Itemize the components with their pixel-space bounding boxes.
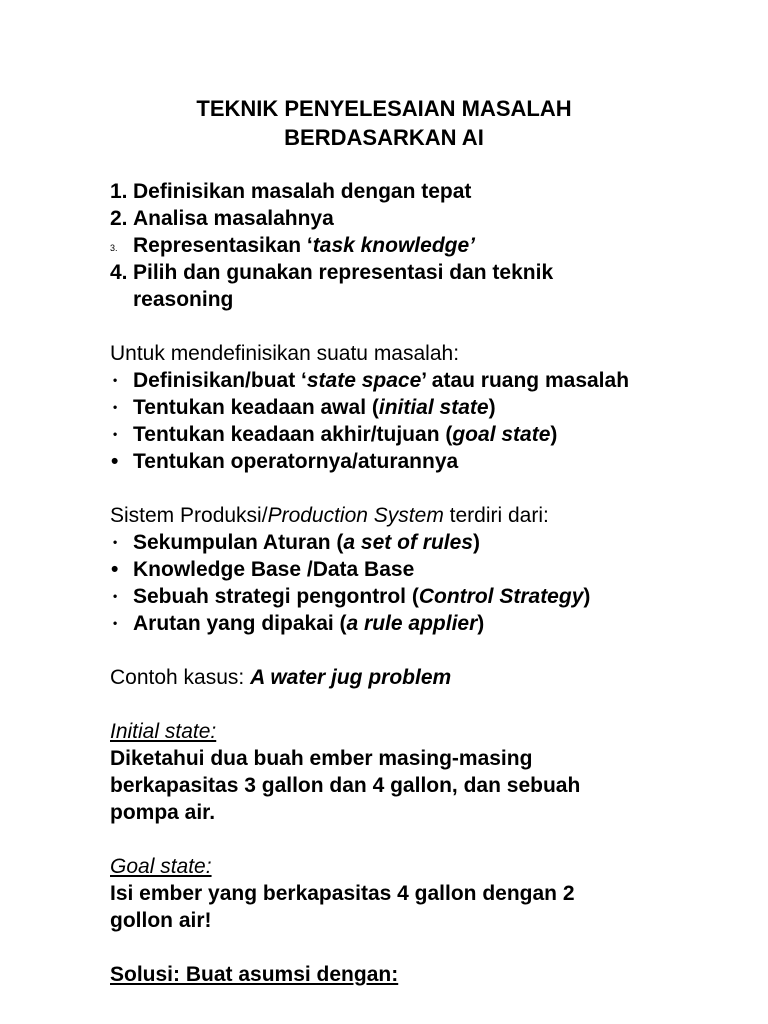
bullet: • [111, 558, 119, 581]
list-item [133, 421, 557, 448]
list-item [133, 583, 590, 610]
item-text-plain: ) [583, 585, 591, 608]
goal-state-line: Isi ember yang berkapasitas 4 gallon dengan 2 [110, 882, 575, 905]
goal-state-heading [110, 853, 212, 880]
step-text: Pilih dan gunakan representasi dan teknik [133, 261, 554, 284]
production-heading [110, 502, 549, 529]
list-item [133, 394, 496, 421]
step-text-italic: task knowledge’ [312, 234, 475, 257]
list-item [133, 448, 458, 475]
initial-state-line: berkapasitas 3 gallon dan 4 gallon, dan sebuah [110, 774, 581, 797]
list-item [133, 529, 480, 556]
item-text-plain: Arutan yang dipakai ( [133, 612, 347, 635]
step-number: 4. [110, 261, 128, 284]
item-text-italic: Control Strategy [418, 585, 584, 608]
item-text-plain: ) [488, 396, 496, 419]
solution-heading: Solusi: Buat asumsi dengan: [110, 963, 399, 986]
title-line-1: TEKNIK PENYELESAIAN MASALAH [196, 96, 572, 121]
step-text: Analisa masalahnya [133, 207, 334, 230]
heading-text-plain: terdiri dari: [443, 504, 549, 527]
bullet: • [111, 450, 119, 473]
example-label: Contoh kasus: [110, 666, 251, 689]
item-text-plain: Sebuah strategi pengontrol ( [133, 585, 419, 608]
bullet: • [113, 589, 118, 603]
item-text-plain: Tentukan keadaan awal ( [133, 396, 379, 419]
heading-text-italic: Production System [267, 504, 444, 527]
initial-state-heading [110, 718, 216, 745]
item-text-plain: Definisikan/buat ‘ [133, 369, 307, 392]
item-text-plain: Sekumpulan Aturan ( [133, 531, 344, 554]
item-text-plain: Tentukan keadaan akhir/tujuan ( [133, 423, 453, 446]
item-text-plain: Tentukan operatornya/aturannya [133, 450, 459, 473]
list-item [133, 610, 484, 637]
goal-state-heading-text: Goal state: [110, 855, 212, 878]
item-text-italic: state space [306, 369, 422, 392]
initial-state-line: Diketahui dua buah ember masing-masing [110, 747, 533, 770]
bullet: • [113, 535, 118, 549]
list-item [133, 367, 629, 394]
item-text-italic: initial state [378, 396, 489, 419]
example-line [110, 664, 451, 691]
item-text-italic: goal state [452, 423, 551, 446]
item-text-plain: ) [472, 531, 480, 554]
initial-state-heading-text: Initial state: [110, 720, 217, 743]
step-text: Definisikan masalah dengan tepat [133, 180, 472, 203]
item-text-italic: a rule applier [346, 612, 478, 635]
step-number: 2. [110, 207, 128, 230]
define-heading: Untuk mendefinisikan suatu masalah: [110, 342, 460, 365]
bullet: • [113, 400, 118, 414]
initial-state-line: pompa air. [110, 801, 216, 824]
goal-state-line: gollon air! [110, 909, 212, 932]
title-line-2: BERDASARKAN AI [284, 125, 484, 150]
item-text-plain: Knowledge Base /Data Base [133, 558, 415, 581]
bullet: • [113, 427, 118, 441]
item-text-plain: ) [477, 612, 485, 635]
bullet: • [113, 616, 118, 630]
bullet: • [113, 373, 118, 387]
step-number: 1. [110, 180, 128, 203]
step-text-plain: Representasikan ‘ [133, 234, 313, 257]
step-text [133, 232, 475, 259]
heading-text-plain: Sistem Produksi/ [110, 504, 268, 527]
item-text-plain: ) [550, 423, 558, 446]
example-title: A water jug problem [250, 666, 452, 689]
list-item [133, 556, 414, 583]
step-text-continuation: reasoning [133, 288, 234, 311]
step-number: 3. [110, 243, 118, 253]
item-text-plain: ’ atau ruang masalah [421, 369, 630, 392]
item-text-italic: a set of rules [343, 531, 473, 554]
